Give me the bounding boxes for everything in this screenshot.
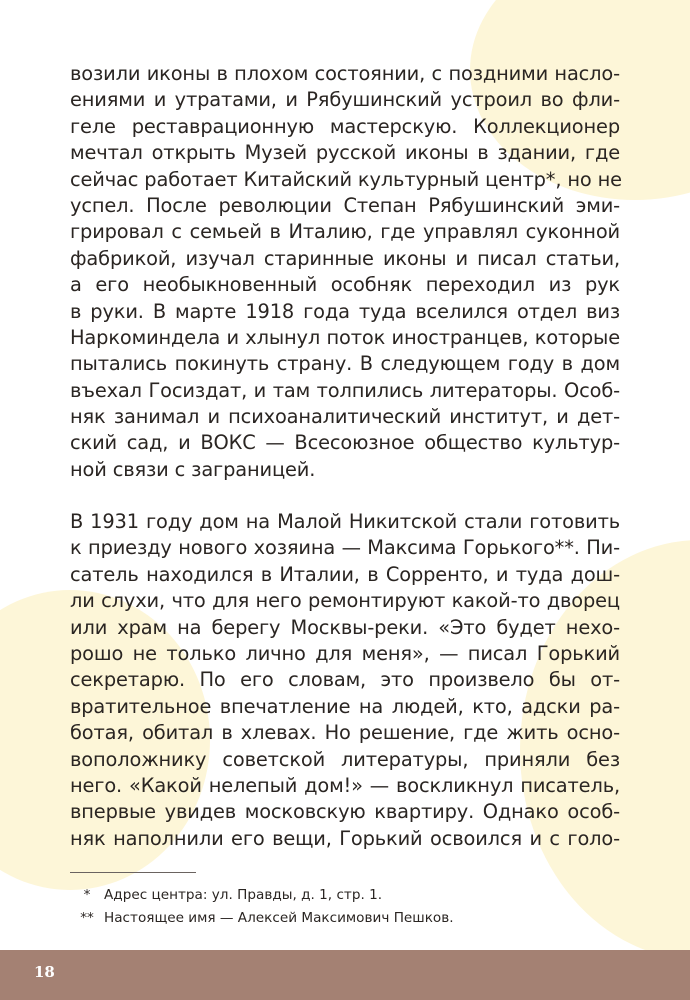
text-line: Наркоминдела и хлынул поток иностранцев, которые xyxy=(70,325,620,349)
text-line: а его необыкновенный особняк переходил из рук xyxy=(70,273,620,297)
text-line: или храм на берегу Москвы-реки. «Это будет нехо- xyxy=(70,615,620,639)
text-line: грировал с семьей в Италию, где управлял суконной xyxy=(70,220,620,244)
page-footer-bar xyxy=(0,950,690,1000)
page-number: 18 xyxy=(34,963,55,981)
text-line: геле реставрационную мастерскую. Коллекционер xyxy=(70,114,620,138)
footnote-text: Адрес центра: ул. Правды, д. 1, стр. 1. xyxy=(104,887,383,903)
text-line: въехал Госиздат, и там толпились литераторы. Особ- xyxy=(70,378,620,402)
text-line: няк занимал и психоаналитический институт, и дет- xyxy=(70,405,620,429)
text-line: В 1931 году дом на Малой Никитской стали готовить xyxy=(70,510,620,533)
text-line: рошо не только лично для меня», — писал Горький xyxy=(70,641,620,665)
text-line: няк наполнили его вещи, Горький освоился и с голо- xyxy=(70,826,620,850)
text-line: фабрикой, изучал старинные иконы и писал статьи, xyxy=(70,246,620,270)
text-line: сатель находился в Италии, в Сорренто, и туда дош- xyxy=(70,562,620,586)
text-line: к приезду нового хозяина — Максима Горького**. Пи- xyxy=(70,536,620,560)
footnote-2 xyxy=(70,907,630,930)
text-line: успел. После революции Степан Рябушинский эми- xyxy=(70,193,620,217)
text-line: возили иконы в плохом состоянии, с поздними насло- xyxy=(70,62,620,85)
footnote-1 xyxy=(70,884,630,907)
text-line: пытались покинуть страну. В следующем году в дом xyxy=(70,352,620,376)
footnote-divider xyxy=(70,872,196,873)
text-line: ский сад, и ВОКС — Всесоюзное общество культур- xyxy=(70,431,620,455)
text-line: ной связи с заграницей. xyxy=(70,457,316,481)
paragraph-1 xyxy=(70,61,620,483)
footnote-mark: ** xyxy=(80,910,94,926)
footnote-mark: * xyxy=(83,887,91,903)
text-line: ли слухи, что для него ремонтируют какой-то дворец xyxy=(70,589,620,613)
footnotes xyxy=(70,884,630,930)
footnote-text: Настоящее имя — Алексей Максимович Пешков. xyxy=(104,910,454,926)
text-line: ботая, обитал в хлевах. Но решение, где жить осно- xyxy=(70,721,620,745)
text-line: мечтал открыть Музей русской иконы в здании, где xyxy=(70,141,620,165)
paragraph-2 xyxy=(70,509,620,852)
text-line: сейчас работает Китайский культурный центр*, но не xyxy=(70,167,622,191)
text-line: впервые увидев московскую квартиру. Однако особ- xyxy=(70,800,620,824)
text-line: него. «Какой нелепый дом!» — воскликнул писатель, xyxy=(70,773,620,797)
text-line: ениями и утратами, и Рябушинский устроил во фли- xyxy=(70,88,620,112)
text-line: секретарю. По его словам, это произвело бы от- xyxy=(70,668,620,692)
text-line: в руки. В марте 1918 года туда вселился отдел виз xyxy=(70,299,620,323)
text-line: вратительное впечатление на людей, кто, адски ра- xyxy=(70,694,620,718)
text-line: воположнику советской литературы, приняли без xyxy=(70,747,620,771)
